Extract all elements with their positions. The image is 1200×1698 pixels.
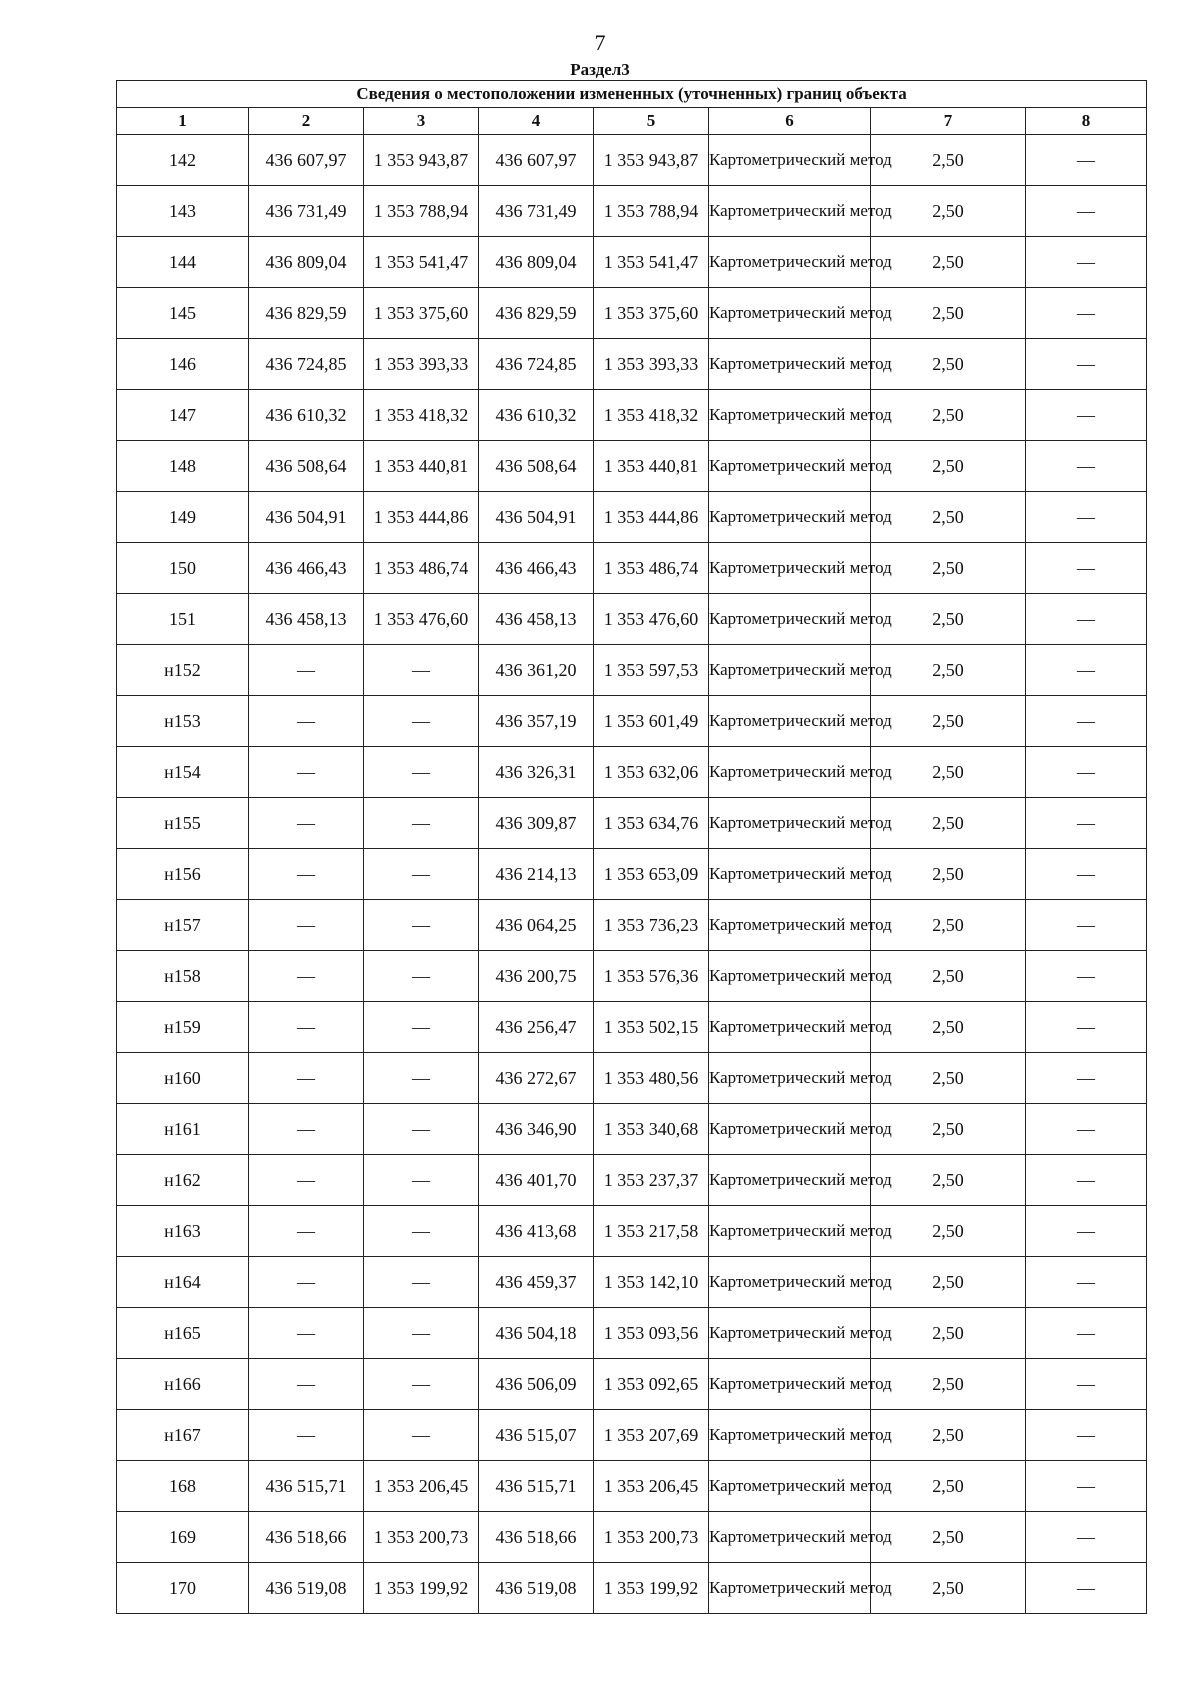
table-cell-col-3: 1 353 375,60 <box>364 288 479 339</box>
table-cell-col-2: 436 809,04 <box>249 237 364 288</box>
table-cell-col-3: — <box>364 1155 479 1206</box>
table-cell-col-7: 2,50 <box>871 441 1026 492</box>
table-cell-col-2: — <box>249 1410 364 1461</box>
table-cell-col-4: 436 466,43 <box>479 543 594 594</box>
table-cell-col-3: 1 353 200,73 <box>364 1512 479 1563</box>
table-cell-col-2: — <box>249 798 364 849</box>
table-cell-col-3: 1 353 541,47 <box>364 237 479 288</box>
table-cell-col-3: 1 353 199,92 <box>364 1563 479 1614</box>
table-cell-col-2: — <box>249 1359 364 1410</box>
table-row <box>117 543 1147 594</box>
table-cell-col-8: — <box>1026 390 1147 441</box>
table-cell-col-3: — <box>364 900 479 951</box>
table-cell-col-6: Картометрический метод <box>709 1002 871 1053</box>
table-cell-col-6: Картометрический метод <box>709 1155 871 1206</box>
table-cell-col-1: н155 <box>117 798 249 849</box>
table-cell-col-4: 436 346,90 <box>479 1104 594 1155</box>
table-cell-col-7: 2,50 <box>871 1308 1026 1359</box>
table-cell-col-1: 168 <box>117 1461 249 1512</box>
table-cell-col-8: — <box>1026 1002 1147 1053</box>
table-cell-col-6: Картометрический метод <box>709 594 871 645</box>
table-cell-col-4: 436 459,37 <box>479 1257 594 1308</box>
table-cell-col-5: 1 353 632,06 <box>594 747 709 798</box>
table-cell-col-2: — <box>249 849 364 900</box>
table-cell-col-5: 1 353 634,76 <box>594 798 709 849</box>
table-cell-col-3: — <box>364 951 479 1002</box>
table-cell-col-4: 436 508,64 <box>479 441 594 492</box>
table-cell-col-1: 148 <box>117 441 249 492</box>
table-cell-col-2: — <box>249 1308 364 1359</box>
table-cell-col-8: — <box>1026 594 1147 645</box>
table-cell-col-8: — <box>1026 645 1147 696</box>
table-row <box>117 951 1147 1002</box>
table-cell-col-2: — <box>249 1257 364 1308</box>
table-cell-col-7: 2,50 <box>871 1104 1026 1155</box>
table-cell-col-5: 1 353 217,58 <box>594 1206 709 1257</box>
table-cell-col-6: Картометрический метод <box>709 849 871 900</box>
table-cell-col-4: 436 515,71 <box>479 1461 594 1512</box>
column-header-7: 7 <box>871 108 1026 135</box>
table-row <box>117 849 1147 900</box>
table-cell-col-8: — <box>1026 543 1147 594</box>
table-cell-col-6: Картометрический метод <box>709 390 871 441</box>
table-cell-col-4: 436 309,87 <box>479 798 594 849</box>
table-cell-col-8: — <box>1026 1155 1147 1206</box>
table-cell-col-3: 1 353 788,94 <box>364 186 479 237</box>
table-cell-col-4: 436 504,18 <box>479 1308 594 1359</box>
table-cell-col-2: 436 607,97 <box>249 135 364 186</box>
table-cell-col-7: 2,50 <box>871 237 1026 288</box>
table-row <box>117 492 1147 543</box>
table-cell-col-6: Картометрический метод <box>709 492 871 543</box>
table-cell-col-2: — <box>249 1206 364 1257</box>
table-cell-col-4: 436 515,07 <box>479 1410 594 1461</box>
table-row <box>117 1257 1147 1308</box>
table-cell-col-3: — <box>364 798 479 849</box>
column-header-3: 3 <box>364 108 479 135</box>
table-cell-col-5: 1 353 393,33 <box>594 339 709 390</box>
table-cell-col-4: 436 519,08 <box>479 1563 594 1614</box>
table-cell-col-1: 145 <box>117 288 249 339</box>
table-cell-col-8: — <box>1026 1257 1147 1308</box>
table-cell-col-5: 1 353 093,56 <box>594 1308 709 1359</box>
table-cell-col-7: 2,50 <box>871 747 1026 798</box>
table-cell-col-5: 1 353 576,36 <box>594 951 709 1002</box>
table-cell-col-4: 436 326,31 <box>479 747 594 798</box>
table-cell-col-3: — <box>364 1359 479 1410</box>
table-cell-col-1: н162 <box>117 1155 249 1206</box>
table-cell-col-3: 1 353 486,74 <box>364 543 479 594</box>
table-cell-col-3: 1 353 444,86 <box>364 492 479 543</box>
table-cell-col-7: 2,50 <box>871 849 1026 900</box>
table-cell-col-1: 142 <box>117 135 249 186</box>
section-title: Раздел3 <box>570 60 630 79</box>
table-cell-col-3: 1 353 206,45 <box>364 1461 479 1512</box>
table-cell-col-3: — <box>364 645 479 696</box>
coordinates-table <box>116 80 1147 1614</box>
table-cell-col-4: 436 607,97 <box>479 135 594 186</box>
table-cell-col-1: н163 <box>117 1206 249 1257</box>
table-cell-col-4: 436 064,25 <box>479 900 594 951</box>
table-cell-col-5: 1 353 206,45 <box>594 1461 709 1512</box>
table-cell-col-7: 2,50 <box>871 1512 1026 1563</box>
table-cell-col-3: 1 353 440,81 <box>364 441 479 492</box>
table-row <box>117 1461 1147 1512</box>
table-cell-col-8: — <box>1026 288 1147 339</box>
table-cell-col-5: 1 353 440,81 <box>594 441 709 492</box>
table-cell-col-6: Картометрический метод <box>709 288 871 339</box>
table-cell-col-5: 1 353 092,65 <box>594 1359 709 1410</box>
table-row <box>117 1002 1147 1053</box>
table-cell-col-5: 1 353 486,74 <box>594 543 709 594</box>
column-header-5: 5 <box>594 108 709 135</box>
column-header-6: 6 <box>709 108 871 135</box>
table-cell-col-6: Картометрический метод <box>709 1563 871 1614</box>
column-header-8: 8 <box>1026 108 1147 135</box>
table-cell-col-8: — <box>1026 1308 1147 1359</box>
table-cell-col-2: 436 724,85 <box>249 339 364 390</box>
table-cell-col-8: — <box>1026 900 1147 951</box>
table-cell-col-8: — <box>1026 186 1147 237</box>
table-cell-col-5: 1 353 199,92 <box>594 1563 709 1614</box>
table-cell-col-7: 2,50 <box>871 1563 1026 1614</box>
table-cell-col-1: н159 <box>117 1002 249 1053</box>
table-cell-col-7: 2,50 <box>871 339 1026 390</box>
table-cell-col-8: — <box>1026 135 1147 186</box>
table-cell-col-7: 2,50 <box>871 951 1026 1002</box>
table-cell-col-6: Картометрический метод <box>709 1308 871 1359</box>
table-cell-col-7: 2,50 <box>871 594 1026 645</box>
table-cell-col-6: Картометрический метод <box>709 237 871 288</box>
table-cell-col-1: 149 <box>117 492 249 543</box>
table-cell-col-8: — <box>1026 747 1147 798</box>
table-cell-col-6: Картометрический метод <box>709 747 871 798</box>
table-cell-col-8: — <box>1026 1053 1147 1104</box>
table-cell-col-7: 2,50 <box>871 390 1026 441</box>
table-row <box>117 1308 1147 1359</box>
table-cell-col-6: Картометрический метод <box>709 1410 871 1461</box>
table-cell-col-3: 1 353 476,60 <box>364 594 479 645</box>
table-cell-col-2: — <box>249 1002 364 1053</box>
table-cell-col-2: 436 458,13 <box>249 594 364 645</box>
table-cell-col-1: н165 <box>117 1308 249 1359</box>
table-cell-col-7: 2,50 <box>871 492 1026 543</box>
table-cell-col-1: н153 <box>117 696 249 747</box>
table-cell-col-1: н160 <box>117 1053 249 1104</box>
table-cell-col-8: — <box>1026 1512 1147 1563</box>
table-cell-col-5: 1 353 207,69 <box>594 1410 709 1461</box>
table-cell-col-6: Картометрический метод <box>709 1359 871 1410</box>
table-cell-col-6: Картометрический метод <box>709 186 871 237</box>
table-cell-col-1: н167 <box>117 1410 249 1461</box>
table-cell-col-5: 1 353 541,47 <box>594 237 709 288</box>
table-cell-col-5: 1 353 444,86 <box>594 492 709 543</box>
table-cell-col-4: 436 200,75 <box>479 951 594 1002</box>
table-cell-col-3: — <box>364 1053 479 1104</box>
table-cell-col-6: Картометрический метод <box>709 543 871 594</box>
table-header-row <box>117 108 1147 135</box>
table-cell-col-1: н156 <box>117 849 249 900</box>
table-cell-col-5: 1 353 237,37 <box>594 1155 709 1206</box>
table-cell-col-7: 2,50 <box>871 1053 1026 1104</box>
table-cell-col-4: 436 214,13 <box>479 849 594 900</box>
table-cell-col-6: Картометрический метод <box>709 339 871 390</box>
table-cell-col-2: — <box>249 1104 364 1155</box>
table-cell-col-8: — <box>1026 1410 1147 1461</box>
table-cell-col-4: 436 413,68 <box>479 1206 594 1257</box>
table-cell-col-6: Картометрический метод <box>709 645 871 696</box>
table-cell-col-4: 436 731,49 <box>479 186 594 237</box>
table-cell-col-3: — <box>364 1257 479 1308</box>
table-cell-col-3: 1 353 393,33 <box>364 339 479 390</box>
table-cell-col-2: 436 610,32 <box>249 390 364 441</box>
table-cell-col-5: 1 353 601,49 <box>594 696 709 747</box>
table-cell-col-4: 436 518,66 <box>479 1512 594 1563</box>
table-cell-col-2: — <box>249 747 364 798</box>
table-cell-col-6: Картометрический метод <box>709 951 871 1002</box>
table-cell-col-5: 1 353 480,56 <box>594 1053 709 1104</box>
table-cell-col-2: 436 829,59 <box>249 288 364 339</box>
table-row <box>117 1206 1147 1257</box>
table-row <box>117 186 1147 237</box>
table-cell-col-7: 2,50 <box>871 645 1026 696</box>
table-row <box>117 1512 1147 1563</box>
table-row <box>117 1359 1147 1410</box>
table-cell-col-6: Картометрический метод <box>709 1206 871 1257</box>
table-cell-col-6: Картометрический метод <box>709 1104 871 1155</box>
table-cell-col-3: 1 353 418,32 <box>364 390 479 441</box>
table-cell-col-3: 1 353 943,87 <box>364 135 479 186</box>
table-row <box>117 390 1147 441</box>
table-cell-col-6: Картометрический метод <box>709 1053 871 1104</box>
table-cell-col-8: — <box>1026 441 1147 492</box>
table-cell-col-7: 2,50 <box>871 288 1026 339</box>
table-caption-row <box>117 81 1147 108</box>
table-cell-col-6: Картометрический метод <box>709 1461 871 1512</box>
table-cell-col-7: 2,50 <box>871 1257 1026 1308</box>
table-cell-col-1: н158 <box>117 951 249 1002</box>
table-cell-col-7: 2,50 <box>871 135 1026 186</box>
table-row <box>117 798 1147 849</box>
table-row <box>117 900 1147 951</box>
table-cell-col-4: 436 829,59 <box>479 288 594 339</box>
table-cell-col-7: 2,50 <box>871 1359 1026 1410</box>
table-cell-col-4: 436 256,47 <box>479 1002 594 1053</box>
table-cell-col-3: — <box>364 1002 479 1053</box>
table-cell-col-3: — <box>364 696 479 747</box>
table-cell-col-4: 436 724,85 <box>479 339 594 390</box>
table-cell-col-2: 436 519,08 <box>249 1563 364 1614</box>
table-cell-col-8: — <box>1026 339 1147 390</box>
table-cell-col-1: н152 <box>117 645 249 696</box>
table-cell-col-2: — <box>249 1155 364 1206</box>
table-cell-col-2: 436 731,49 <box>249 186 364 237</box>
table-row <box>117 339 1147 390</box>
table-cell-col-7: 2,50 <box>871 1155 1026 1206</box>
table-cell-col-8: — <box>1026 237 1147 288</box>
table-cell-col-4: 436 458,13 <box>479 594 594 645</box>
table-row <box>117 1053 1147 1104</box>
table-cell-col-5: 1 353 142,10 <box>594 1257 709 1308</box>
table-cell-col-2: 436 466,43 <box>249 543 364 594</box>
table-cell-col-4: 436 504,91 <box>479 492 594 543</box>
table-cell-col-2: — <box>249 900 364 951</box>
table-cell-col-7: 2,50 <box>871 696 1026 747</box>
table-cell-col-7: 2,50 <box>871 543 1026 594</box>
table-cell-col-2: 436 518,66 <box>249 1512 364 1563</box>
table-cell-col-5: 1 353 375,60 <box>594 288 709 339</box>
table-cell-col-4: 436 357,19 <box>479 696 594 747</box>
table-cell-col-5: 1 353 476,60 <box>594 594 709 645</box>
table-cell-col-2: 436 504,91 <box>249 492 364 543</box>
table-cell-col-8: — <box>1026 1104 1147 1155</box>
table-cell-col-8: — <box>1026 1461 1147 1512</box>
table-cell-col-5: 1 353 943,87 <box>594 135 709 186</box>
table-cell-col-2: — <box>249 1053 364 1104</box>
table-caption: Сведения о местоположении измененных (уточненных) границ объекта <box>117 81 1147 108</box>
table-cell-col-8: — <box>1026 951 1147 1002</box>
table-cell-col-1: 169 <box>117 1512 249 1563</box>
table-cell-col-1: 144 <box>117 237 249 288</box>
table-cell-col-1: н164 <box>117 1257 249 1308</box>
table-cell-col-8: — <box>1026 1563 1147 1614</box>
table-row <box>117 1104 1147 1155</box>
table-cell-col-2: — <box>249 696 364 747</box>
table-cell-col-8: — <box>1026 1359 1147 1410</box>
table-cell-col-1: 151 <box>117 594 249 645</box>
table-cell-col-3: — <box>364 1104 479 1155</box>
table-row <box>117 594 1147 645</box>
table-cell-col-8: — <box>1026 696 1147 747</box>
table-row <box>117 441 1147 492</box>
table-row <box>117 747 1147 798</box>
table-cell-col-1: н166 <box>117 1359 249 1410</box>
table-cell-col-6: Картометрический метод <box>709 1512 871 1563</box>
table-row <box>117 288 1147 339</box>
table-cell-col-3: — <box>364 747 479 798</box>
table-cell-col-4: 436 809,04 <box>479 237 594 288</box>
table-cell-col-1: 146 <box>117 339 249 390</box>
table-cell-col-5: 1 353 418,32 <box>594 390 709 441</box>
table-cell-col-8: — <box>1026 849 1147 900</box>
table-cell-col-6: Картометрический метод <box>709 135 871 186</box>
table-cell-col-4: 436 506,09 <box>479 1359 594 1410</box>
table-cell-col-7: 2,50 <box>871 186 1026 237</box>
table-cell-col-8: — <box>1026 1206 1147 1257</box>
table-cell-col-2: 436 508,64 <box>249 441 364 492</box>
table-cell-col-2: — <box>249 951 364 1002</box>
table-cell-col-4: 436 361,20 <box>479 645 594 696</box>
page-number: 7 <box>594 30 606 55</box>
table-cell-col-7: 2,50 <box>871 1002 1026 1053</box>
column-header-2: 2 <box>249 108 364 135</box>
table-cell-col-5: 1 353 340,68 <box>594 1104 709 1155</box>
table-cell-col-5: 1 353 736,23 <box>594 900 709 951</box>
table-cell-col-6: Картометрический метод <box>709 900 871 951</box>
table-cell-col-7: 2,50 <box>871 1461 1026 1512</box>
table-cell-col-7: 2,50 <box>871 798 1026 849</box>
table-cell-col-5: 1 353 200,73 <box>594 1512 709 1563</box>
table-row <box>117 135 1147 186</box>
table-cell-col-3: — <box>364 1206 479 1257</box>
table-cell-col-2: 436 515,71 <box>249 1461 364 1512</box>
table-row <box>117 237 1147 288</box>
table-cell-col-8: — <box>1026 798 1147 849</box>
table-row <box>117 696 1147 747</box>
table-cell-col-6: Картометрический метод <box>709 441 871 492</box>
column-header-4: 4 <box>479 108 594 135</box>
table-cell-col-4: 436 272,67 <box>479 1053 594 1104</box>
table-cell-col-1: 147 <box>117 390 249 441</box>
table-cell-col-5: 1 353 653,09 <box>594 849 709 900</box>
table-cell-col-3: — <box>364 1410 479 1461</box>
column-header-1: 1 <box>117 108 249 135</box>
table-cell-col-6: Картометрический метод <box>709 798 871 849</box>
table-cell-col-4: 436 610,32 <box>479 390 594 441</box>
table-cell-col-1: 150 <box>117 543 249 594</box>
table-cell-col-6: Картометрический метод <box>709 696 871 747</box>
table-cell-col-1: н157 <box>117 900 249 951</box>
table-cell-col-1: н161 <box>117 1104 249 1155</box>
table-cell-col-8: — <box>1026 492 1147 543</box>
table-cell-col-3: — <box>364 1308 479 1359</box>
table-row <box>117 1410 1147 1461</box>
table-cell-col-7: 2,50 <box>871 1206 1026 1257</box>
table-cell-col-2: — <box>249 645 364 696</box>
table-cell-col-5: 1 353 597,53 <box>594 645 709 696</box>
table-cell-col-3: — <box>364 849 479 900</box>
table-cell-col-7: 2,50 <box>871 1410 1026 1461</box>
table-cell-col-1: н154 <box>117 747 249 798</box>
table-cell-col-1: 170 <box>117 1563 249 1614</box>
table-cell-col-6: Картометрический метод <box>709 1257 871 1308</box>
table-row <box>117 1563 1147 1614</box>
table-row <box>117 645 1147 696</box>
table-cell-col-1: 143 <box>117 186 249 237</box>
table-cell-col-5: 1 353 788,94 <box>594 186 709 237</box>
table-cell-col-4: 436 401,70 <box>479 1155 594 1206</box>
table-body <box>117 135 1147 1614</box>
table-row <box>117 1155 1147 1206</box>
table-cell-col-7: 2,50 <box>871 900 1026 951</box>
table-cell-col-5: 1 353 502,15 <box>594 1002 709 1053</box>
